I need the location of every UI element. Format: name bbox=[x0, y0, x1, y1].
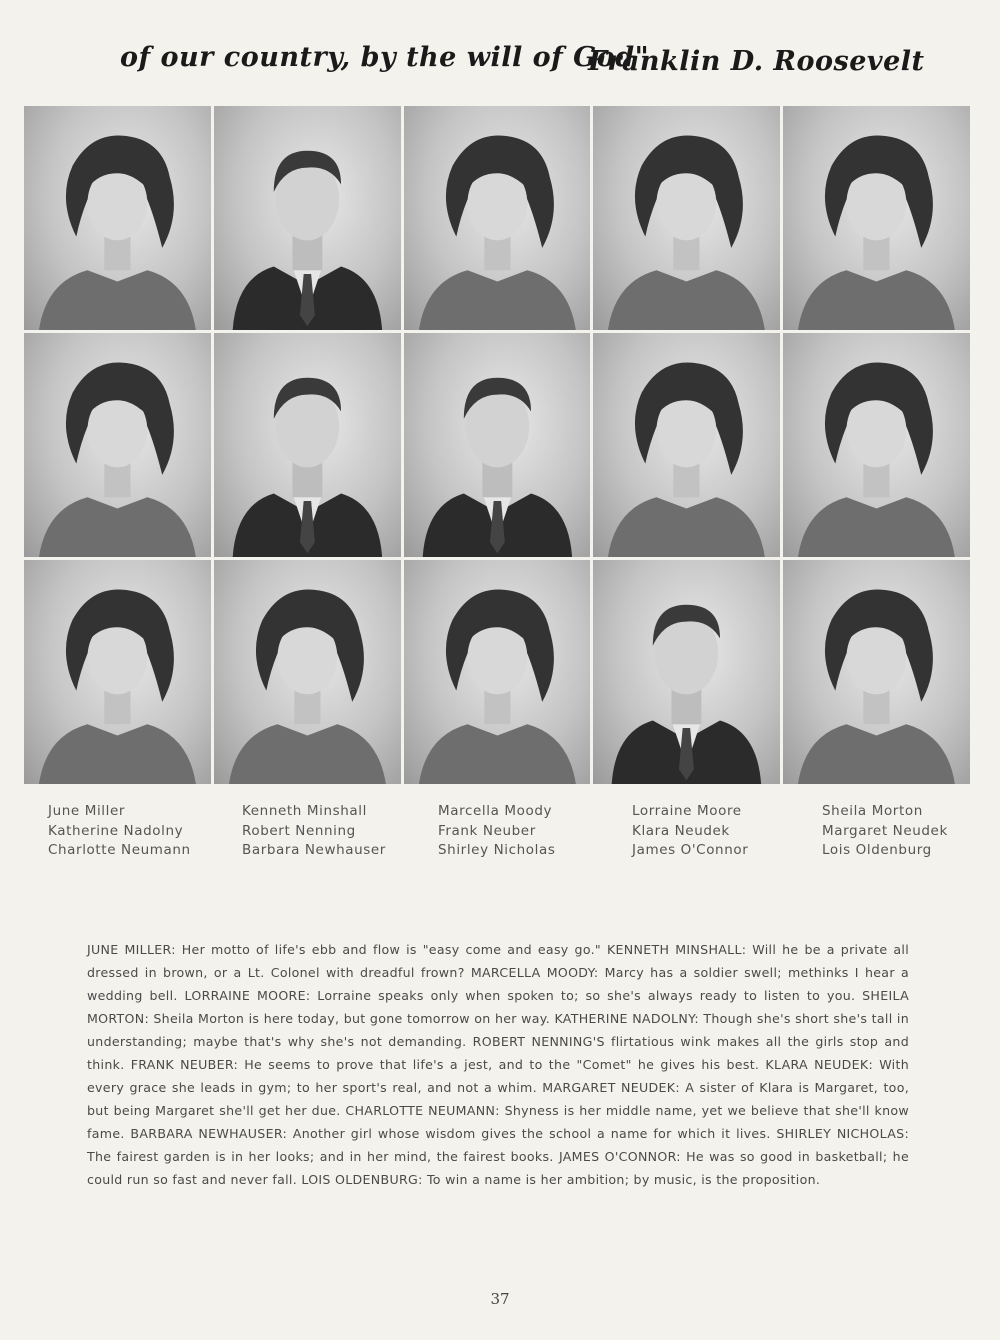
portrait-photo bbox=[783, 333, 970, 557]
portrait-photo bbox=[593, 560, 780, 784]
header-quote: of our country, by the will of God" bbox=[120, 42, 650, 73]
name-label: Marcella Moody bbox=[438, 803, 553, 819]
header-author: Franklin D. Roosevelt bbox=[588, 46, 925, 77]
bio-paragraph: JUNE MILLER: Her motto of life's ebb and flow is "easy come and easy go." KENNETH MINSHALL: Will he be a private all dressed in brown, or a Lt. Colonel with dreadful frown? MARCELLA MOODY: Marcy has a soldier swell; methinks I hear a wedding bell. LORRAINE MOORE: Lorraine speaks only when spoken to; so she's always ready to listen to you. SHEILA MORTON: Sheila Morton is here today, but gone tomorrow on her way. KATHERINE NADOLNY: Though she's short she's tall in understanding; maybe that's why she's not demanding. ROBERT NENNING'S flirtatious wink makes all the girls stop and think. FRANK NEUBER: He seems to prove that life's a jest, and to the "Comet" he gives his best. KLARA NEUDEK: With every grace she leads in gym; to her sport's real, and not a whim. MARGARET NEUDEK: A sister of Klara is Margaret, too, but being Margaret she'll get her due. CHARLOTTE NEUMANN: Shyness is her middle name, yet we believe that she'll know fame. BARBARA NEWHAUSER: Another girl whose wisdom gives the school a name for which it lives. SHIRLEY NICHOLAS: The fairest garden is in her looks; and in her mind, the fairest books. JAMES O'CONNOR: He was so good in basketball; he could run so fast and never fall. LOIS OLDENBURG: To win a name is her ambition; by music, is the proposition. bbox=[87, 942, 909, 1187]
portrait-photo bbox=[24, 106, 211, 330]
name-label: Barbara Newhauser bbox=[242, 842, 386, 858]
name-column-4 bbox=[632, 802, 748, 861]
name-column-2 bbox=[242, 802, 386, 861]
portrait-photo bbox=[404, 333, 591, 557]
name-label: Charlotte Neumann bbox=[48, 842, 191, 858]
name-label: Lois Oldenburg bbox=[822, 842, 932, 858]
name-label: Lorraine Moore bbox=[632, 803, 742, 819]
name-label: James O'Connor bbox=[632, 842, 749, 858]
portrait-photo bbox=[783, 106, 970, 330]
portrait-photo bbox=[214, 106, 401, 330]
name-label: Shirley Nicholas bbox=[438, 842, 556, 858]
portrait-photo bbox=[214, 333, 401, 557]
portrait-photo bbox=[24, 333, 211, 557]
portrait-photo bbox=[783, 560, 970, 784]
portrait-photo bbox=[593, 333, 780, 557]
name-label: Kenneth Minshall bbox=[242, 803, 367, 819]
portrait-photo bbox=[404, 560, 591, 784]
name-column-5 bbox=[822, 802, 948, 861]
name-column-3 bbox=[438, 802, 556, 861]
name-column-1 bbox=[48, 802, 191, 861]
name-label: Klara Neudek bbox=[632, 822, 730, 839]
name-label: June Miller bbox=[48, 803, 126, 819]
page-number: 37 bbox=[490, 1290, 510, 1308]
portrait-photo bbox=[214, 560, 401, 784]
name-label: Robert Nenning bbox=[242, 822, 356, 839]
name-label: Margaret Neudek bbox=[822, 822, 948, 839]
portrait-photo bbox=[24, 560, 211, 784]
portrait-grid bbox=[24, 106, 970, 784]
name-label: Sheila Morton bbox=[822, 803, 923, 819]
name-label: Katherine Nadolny bbox=[48, 822, 184, 839]
page-header bbox=[0, 38, 1000, 88]
names-block bbox=[48, 802, 968, 864]
name-label: Frank Neuber bbox=[438, 822, 536, 839]
portrait-photo bbox=[593, 106, 780, 330]
portrait-photo bbox=[404, 106, 591, 330]
